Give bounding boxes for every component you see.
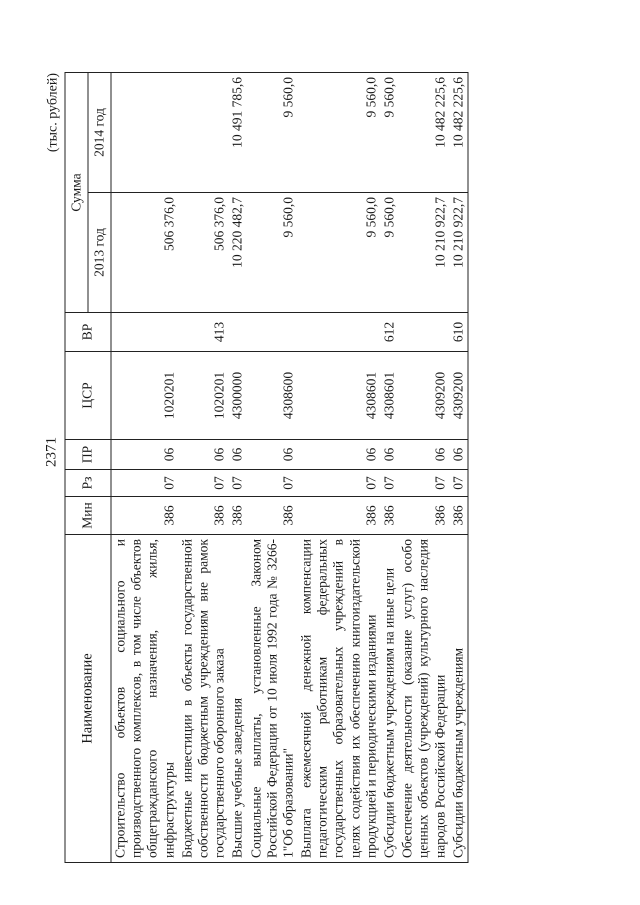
table-row [178,72,229,862]
row-sum-2014 [111,72,178,192]
row-sum-2013: 10 220 482,7 [229,193,247,313]
table-row [399,72,450,862]
budget-table [65,72,469,863]
row-vr [298,313,381,352]
header-name: Наименование [65,535,111,863]
row-pr: 06 [449,440,468,470]
row-rz: 07 [178,470,229,497]
row-sum-2013: 9 560,0 [298,193,381,313]
table-body [111,72,468,862]
row-sum-2013: 9 560,0 [381,193,399,313]
units-label: (тыс. рублей) [45,73,61,153]
row-vr: 610 [449,313,468,352]
header-pr: ПР [65,440,111,470]
row-csr: 4309200 [399,352,450,440]
rotated-table-page [45,73,584,863]
row-sum-2014: 10 482 225,6 [399,72,450,192]
row-pr: 06 [229,440,247,470]
table-row [111,72,178,862]
row-name: Субсидии бюджетным учреждениям на иные цели [381,535,399,863]
row-pr: 06 [381,440,399,470]
row-rz: 07 [111,470,178,497]
row-sum-2014: 9 560,0 [381,72,399,192]
row-csr: 4308601 [298,352,381,440]
row-vr [399,313,450,352]
row-sum-2014 [178,72,229,192]
row-name: Социальные выплаты, установленные Законом Российской Федерации от 10 июля 1992 года № 3266-1"Об образовании" [247,535,298,863]
header-vr: ВР [65,313,111,352]
header-2014: 2014 год [88,72,111,192]
row-sum-2013: 506 376,0 [111,193,178,313]
row-rz: 07 [399,470,450,497]
row-name: Обеспечение деятельности (оказание услуг) особо ценных объектов (учреждений) культурного наследия народов Российской Федерации [399,535,450,863]
row-min: 386 [381,497,399,535]
row-sum-2014: 9 560,0 [247,72,298,192]
row-sum-2013: 10 210 922,7 [449,193,468,313]
row-sum-2014: 9 560,0 [298,72,381,192]
row-name: Высшие учебные заведения [229,535,247,863]
row-pr: 06 [247,440,298,470]
header-min: Мин [65,497,111,535]
header-rz: Рз [65,470,111,497]
row-pr: 06 [399,440,450,470]
row-csr: 4308600 [247,352,298,440]
row-min: 386 [229,497,247,535]
row-vr [229,313,247,352]
table-row [229,72,247,862]
row-min: 386 [178,497,229,535]
header-sum: Сумма [65,72,88,312]
row-sum-2014: 10 482 225,6 [449,72,468,192]
row-rz: 07 [381,470,399,497]
row-vr: 413 [178,313,229,352]
page-number: 2371 [43,437,60,467]
row-csr: 4308601 [381,352,399,440]
row-sum-2013: 506 376,0 [178,193,229,313]
row-min: 386 [298,497,381,535]
row-sum-2014: 10 491 785,6 [229,72,247,192]
row-min: 386 [111,497,178,535]
table-header-row-1 [65,72,88,862]
row-min: 386 [399,497,450,535]
row-csr: 4300000 [229,352,247,440]
row-name: Выплата ежемесячной денежной компенсации педагогическим работникам федеральных государственных образовательных учреждений в целях содействия их обеспечению книгоиздательской продукцией и периодическими изданиями [298,535,381,863]
row-csr: 1020201 [111,352,178,440]
row-vr [247,313,298,352]
row-csr: 1020201 [178,352,229,440]
row-pr: 06 [111,440,178,470]
row-min: 386 [247,497,298,535]
row-sum-2013: 10 210 922,7 [399,193,450,313]
header-csr: ЦСР [65,352,111,440]
row-name: Строительство объектов социального и производственного комплексов, в том числе объектов общегражданского назначения, жилья, инфраструктуры [111,535,178,863]
row-vr [111,313,178,352]
table-row [381,72,399,862]
row-csr: 4309200 [449,352,468,440]
row-sum-2013: 9 560,0 [247,193,298,313]
row-rz: 07 [298,470,381,497]
row-rz: 07 [229,470,247,497]
table-row [247,72,298,862]
row-rz: 07 [449,470,468,497]
row-name: Бюджетные инвестиции в объекты государственной собственности бюджетным учреждениям вне рамок государственного оборонного заказа [178,535,229,863]
table-row [449,72,468,862]
row-pr: 06 [298,440,381,470]
row-min: 386 [449,497,468,535]
header-2013: 2013 год [88,193,111,313]
table-row [298,72,381,862]
row-name: Субсидии бюджетным учреждениям [449,535,468,863]
row-pr: 06 [178,440,229,470]
row-vr: 612 [381,313,399,352]
row-rz: 07 [247,470,298,497]
